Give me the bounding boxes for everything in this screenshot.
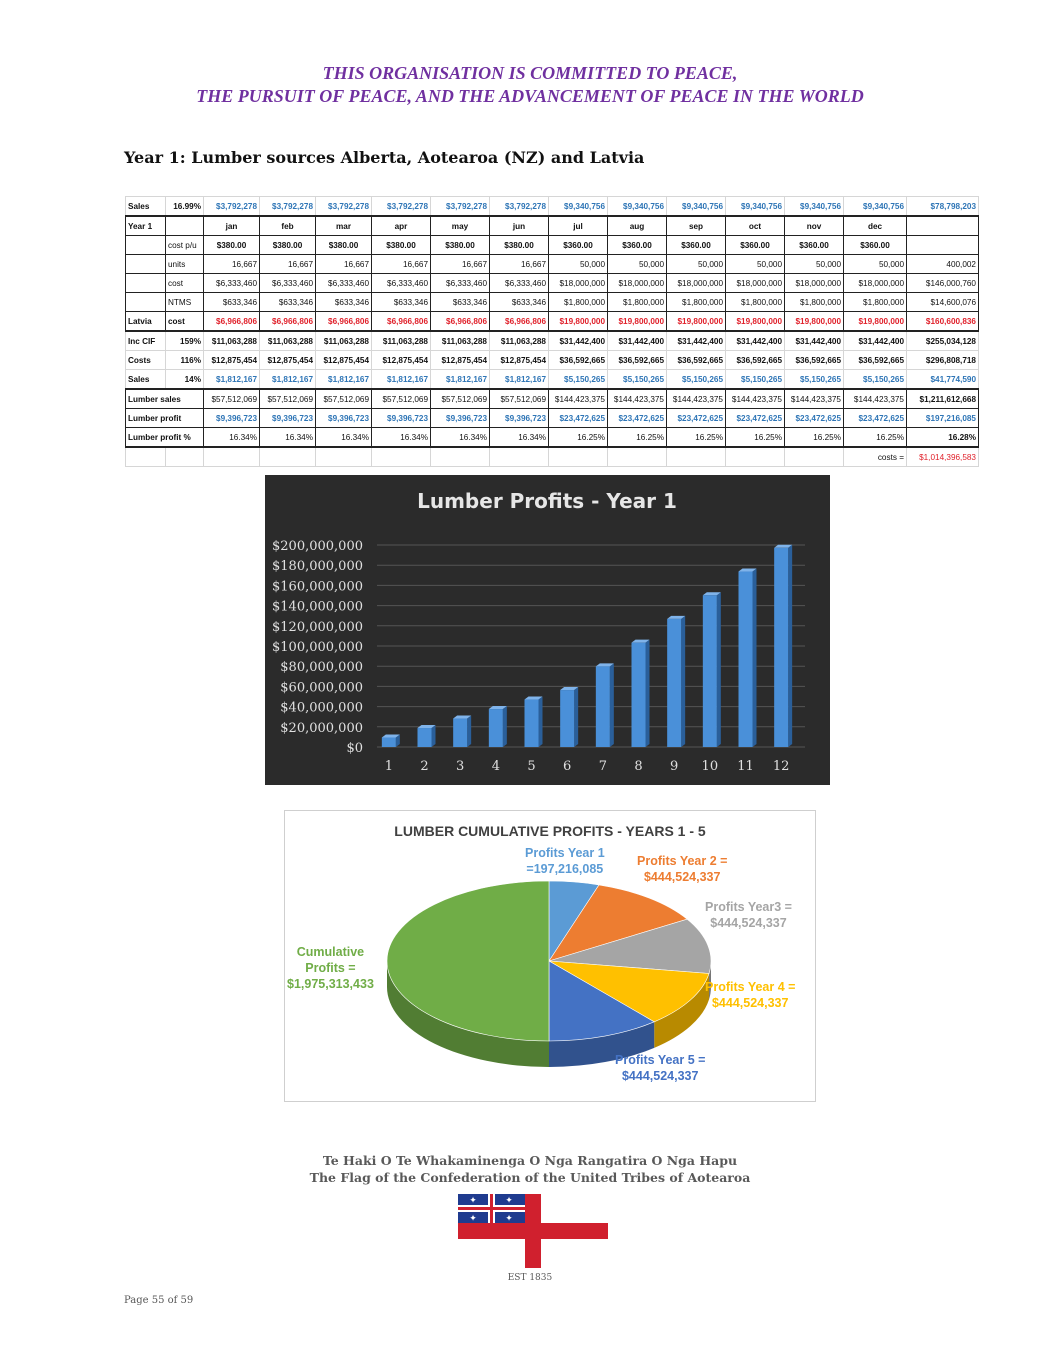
table-cell: $36,592,665 [844, 351, 907, 370]
svg-text:✦: ✦ [469, 1196, 477, 1206]
row-label: Inc CIF [126, 331, 166, 351]
table-cell: $36,592,665 [726, 351, 785, 370]
table-cell: $19,800,000 [785, 312, 844, 332]
table-cell: $6,966,806 [260, 312, 316, 332]
x-tick-label: 10 [701, 759, 719, 774]
x-tick-label: 5 [527, 759, 536, 774]
table-cell: $18,000,000 [549, 274, 608, 293]
table-cell: $144,423,375 [726, 389, 785, 409]
table-cell: 16,667 [204, 255, 260, 274]
table-cell: $6,333,460 [204, 274, 260, 293]
y-tick-label: $0 [346, 741, 363, 756]
section-title: Year 1: Lumber sources Alberta, Aotearoa (NZ) and Latvia [124, 148, 645, 167]
month-header: dec [844, 216, 907, 236]
table-cell: 16.34% [431, 428, 490, 448]
table-cell: $633,346 [372, 293, 431, 312]
x-tick-label: 6 [563, 759, 572, 774]
table-cell: $14,600,076 [907, 293, 979, 312]
table-cell: 16.25% [549, 428, 608, 448]
table-cell: $57,512,069 [204, 389, 260, 409]
table-cell: $19,800,000 [726, 312, 785, 332]
bar-month-6 [560, 687, 578, 747]
table-cell [204, 447, 260, 467]
label-year1: Profits Year 1 =197,216,085 [525, 846, 605, 876]
table-cell: $9,396,723 [372, 409, 431, 428]
table-cell: $19,800,000 [608, 312, 667, 332]
table-cell: $19,800,000 [667, 312, 726, 332]
table-cell [549, 447, 608, 467]
table-cell [907, 216, 979, 236]
united-tribes-flag-image [458, 1194, 608, 1268]
table-cell: $5,150,265 [608, 370, 667, 390]
table-cell: $6,333,460 [316, 274, 372, 293]
table-cell: $1,812,167 [316, 370, 372, 390]
table-cell: 16.25% [667, 428, 726, 448]
lumber-table [125, 196, 979, 467]
table-cell: $144,423,375 [608, 389, 667, 409]
table-cell: $11,063,288 [431, 331, 490, 351]
table-cell: $5,150,265 [785, 370, 844, 390]
row-sales-top [126, 197, 979, 217]
table-cell: $19,800,000 [844, 312, 907, 332]
table-cell: $3,792,278 [372, 197, 431, 217]
table-cell: $57,512,069 [372, 389, 431, 409]
table-cell: $633,346 [490, 293, 549, 312]
row-label: Lumber profit [126, 409, 204, 428]
table-cell: $360.00 [726, 236, 785, 255]
table-cell [126, 293, 166, 312]
table-cell: 50,000 [608, 255, 667, 274]
flag-caption-english: The Flag of the Confederation of the United Tribes of Aotearoa [309, 1170, 751, 1185]
month-header: jun [490, 216, 549, 236]
table-cell: $3,792,278 [204, 197, 260, 217]
table-cell: $255,034,128 [907, 331, 979, 351]
table-cell: $31,442,400 [785, 331, 844, 351]
table-cell: 50,000 [726, 255, 785, 274]
table-cell: $41,774,590 [907, 370, 979, 390]
table-cell: $9,340,756 [667, 197, 726, 217]
row-sales-14 [126, 370, 979, 390]
table-cell: $57,512,069 [260, 389, 316, 409]
row-label: cost [166, 274, 204, 293]
table-cell: $57,512,069 [431, 389, 490, 409]
table-cell: $1,014,396,583 [907, 447, 979, 467]
table-cell: $3,792,278 [260, 197, 316, 217]
row-pct: 159% [166, 331, 204, 351]
y-tick-label: $160,000,000 [272, 579, 363, 595]
table-cell: $1,800,000 [549, 293, 608, 312]
x-tick-label: 7 [598, 759, 607, 774]
table-cell: $23,472,625 [667, 409, 726, 428]
table-cell [126, 255, 166, 274]
table-cell: $5,150,265 [844, 370, 907, 390]
table-cell [260, 447, 316, 467]
table-cell: $23,472,625 [726, 409, 785, 428]
table-cell: 16,667 [316, 255, 372, 274]
x-tick-label: 1 [384, 759, 393, 774]
table-cell: $6,966,806 [372, 312, 431, 332]
table-cell: 16.34% [372, 428, 431, 448]
table-cell: 400,002 [907, 255, 979, 274]
table-cell: 16,667 [490, 255, 549, 274]
table-cell [726, 447, 785, 467]
table-cell: $31,442,400 [844, 331, 907, 351]
row-label: Lumber profit % [126, 428, 204, 448]
peace-banner [0, 62, 1060, 108]
table-cell: $12,875,454 [372, 351, 431, 370]
month-header: feb [260, 216, 316, 236]
row-costs [126, 351, 979, 370]
table-cell: 16.25% [726, 428, 785, 448]
y-tick-label: $180,000,000 [272, 559, 363, 575]
table-cell: $360.00 [844, 236, 907, 255]
row-label: units [166, 255, 204, 274]
table-cell: $11,063,288 [316, 331, 372, 351]
table-cell: $5,150,265 [726, 370, 785, 390]
x-tick-label: 9 [670, 759, 679, 774]
table-cell [126, 236, 166, 255]
svg-text:✦: ✦ [505, 1196, 513, 1206]
table-cell: 16.25% [608, 428, 667, 448]
pie-title: LUMBER CUMULATIVE PROFITS - YEARS 1 - 5 [394, 823, 706, 839]
x-tick-label: 4 [491, 759, 500, 774]
month-header: jul [549, 216, 608, 236]
table-cell: $144,423,375 [844, 389, 907, 409]
y-tick-label: $140,000,000 [272, 599, 363, 615]
table-cell [126, 447, 166, 467]
table-cell: 16.25% [844, 428, 907, 448]
table-cell: $144,423,375 [549, 389, 608, 409]
table-cell [166, 216, 204, 236]
label-year2: Profits Year 2 = $444,524,337 [637, 854, 728, 884]
table-cell: 50,000 [785, 255, 844, 274]
table-cell: $36,592,665 [785, 351, 844, 370]
label-cumulative: Cumulative Profits = $1,975,313,433 [287, 945, 374, 991]
row-pct: 14% [166, 370, 204, 390]
table-cell: $380.00 [316, 236, 372, 255]
table-cell: 50,000 [844, 255, 907, 274]
table-cell: $11,063,288 [372, 331, 431, 351]
table-cell: 16.34% [204, 428, 260, 448]
month-header: mar [316, 216, 372, 236]
x-tick-label: 8 [634, 759, 643, 774]
table-cell: $380.00 [260, 236, 316, 255]
row-cost-pu [126, 236, 979, 255]
table-cell: $146,000,760 [907, 274, 979, 293]
month-header: sep [667, 216, 726, 236]
table-cell: $57,512,069 [316, 389, 372, 409]
svg-text:✦: ✦ [469, 1214, 477, 1224]
table-cell: $360.00 [549, 236, 608, 255]
bar-month-5 [525, 697, 543, 747]
table-cell: $6,966,806 [490, 312, 549, 332]
row-label: Sales [126, 370, 166, 390]
row-label: NTMS [166, 293, 204, 312]
table-cell: $18,000,000 [785, 274, 844, 293]
table-cell: $11,063,288 [260, 331, 316, 351]
table-cell: $1,812,167 [490, 370, 549, 390]
table-cell [667, 447, 726, 467]
bar-month-2 [418, 725, 436, 747]
table-cell: $633,346 [204, 293, 260, 312]
label-year3: Profits Year3 = $444,524,337 [705, 900, 792, 930]
month-header: nov [785, 216, 844, 236]
table-cell: $633,346 [431, 293, 490, 312]
table-cell: $6,966,806 [431, 312, 490, 332]
table-cell: $12,875,454 [204, 351, 260, 370]
label-year5: Profits Year 5 = $444,524,337 [615, 1053, 706, 1083]
table-cell: 16.25% [785, 428, 844, 448]
row-label: Lumber sales [126, 389, 204, 409]
table-cell: $9,396,723 [490, 409, 549, 428]
table-cell: 16,667 [260, 255, 316, 274]
table-cell: $1,812,167 [204, 370, 260, 390]
bar-month-7 [596, 663, 614, 747]
table-cell: $5,150,265 [667, 370, 726, 390]
row-label: Sales [126, 197, 166, 217]
table-cell: $31,442,400 [549, 331, 608, 351]
table-cell: $9,340,756 [549, 197, 608, 217]
table-cell: $5,150,265 [549, 370, 608, 390]
table-cell: $9,396,723 [260, 409, 316, 428]
table-cell: $12,875,454 [431, 351, 490, 370]
table-cell: $23,472,625 [785, 409, 844, 428]
table-cell: $9,340,756 [608, 197, 667, 217]
table-cell: $360.00 [785, 236, 844, 255]
y-tick-label: $100,000,000 [272, 640, 363, 655]
table-cell: $6,966,806 [204, 312, 260, 332]
table-cell: $36,592,665 [667, 351, 726, 370]
month-header: apr [372, 216, 431, 236]
table-cell: $78,798,203 [907, 197, 979, 217]
table-cell [490, 447, 549, 467]
y-tick-label: $60,000,000 [280, 680, 363, 696]
table-cell: $3,792,278 [490, 197, 549, 217]
row-pct: 16.99% [166, 197, 204, 217]
flag-caption [0, 1152, 1060, 1186]
bar-month-4 [489, 706, 507, 747]
table-cell: $31,442,400 [726, 331, 785, 351]
row-sublabel: cost [166, 312, 204, 332]
table-cell: 16,667 [372, 255, 431, 274]
table-cell: $144,423,375 [667, 389, 726, 409]
svg-text:✦: ✦ [505, 1214, 513, 1224]
table-cell: $6,333,460 [431, 274, 490, 293]
table-cell [608, 447, 667, 467]
table-cell: $6,333,460 [372, 274, 431, 293]
table-cell: $9,396,723 [204, 409, 260, 428]
bar-month-3 [453, 716, 471, 747]
table-cell: $1,812,167 [431, 370, 490, 390]
table-cell: 16,667 [431, 255, 490, 274]
table-cell: $633,346 [316, 293, 372, 312]
table-cell: $6,333,460 [490, 274, 549, 293]
row-pct: 116% [166, 351, 204, 370]
table-cell: $360.00 [667, 236, 726, 255]
bar-month-12 [774, 545, 792, 747]
table-cell [907, 236, 979, 255]
table-cell: 16.34% [260, 428, 316, 448]
table-cell: $197,216,085 [907, 409, 979, 428]
cumulative-profits-pie [284, 810, 816, 1102]
label-year4: Profits Year 4 = $444,524,337 [705, 980, 796, 1010]
y-tick-label: $120,000,000 [272, 619, 363, 635]
month-header: jan [204, 216, 260, 236]
x-tick-label: 12 [772, 759, 790, 774]
row-label: Costs [126, 351, 166, 370]
row-label: Latvia [126, 312, 166, 332]
table-cell: $380.00 [431, 236, 490, 255]
table-cell: $160,600,836 [907, 312, 979, 332]
month-header: aug [608, 216, 667, 236]
row-year1 [126, 216, 979, 236]
table-cell: 16.34% [316, 428, 372, 448]
bar-month-9 [667, 616, 685, 747]
bar-month-11 [739, 569, 757, 747]
banner-line-2: THE PURSUIT OF PEACE, AND THE ADVANCEMENT OF PEACE IN THE WORLD [196, 86, 864, 106]
x-tick-label: 3 [456, 759, 465, 774]
x-tick-label: 2 [420, 759, 429, 774]
table-cell: $6,333,460 [260, 274, 316, 293]
y-tick-label: $40,000,000 [280, 700, 363, 716]
table-cell: $23,472,625 [608, 409, 667, 428]
table-cell: $31,442,400 [608, 331, 667, 351]
table-cell: $31,442,400 [667, 331, 726, 351]
y-tick-label: $20,000,000 [280, 720, 363, 736]
lumber-profits-year1-chart [265, 475, 830, 785]
table-cell: $9,340,756 [844, 197, 907, 217]
table-cell [126, 274, 166, 293]
table-cell: $1,800,000 [844, 293, 907, 312]
row-costs-total [126, 447, 979, 467]
row-latvia-cost [126, 312, 979, 332]
table-cell: $18,000,000 [726, 274, 785, 293]
table-cell: $11,063,288 [490, 331, 549, 351]
row-inc-cif [126, 331, 979, 351]
table-cell: 16.28% [907, 428, 979, 448]
table-cell: $12,875,454 [316, 351, 372, 370]
table-cell: $23,472,625 [844, 409, 907, 428]
row-lumber-profit-pct [126, 428, 979, 448]
table-cell: $19,800,000 [549, 312, 608, 332]
table-cell [785, 447, 844, 467]
row-lumber-sales [126, 389, 979, 409]
row-ntms [126, 293, 979, 312]
table-cell: $18,000,000 [844, 274, 907, 293]
table-cell: $36,592,665 [549, 351, 608, 370]
table-cell: $9,340,756 [726, 197, 785, 217]
table-cell: $57,512,069 [490, 389, 549, 409]
table-cell: $296,808,718 [907, 351, 979, 370]
table-cell [166, 447, 204, 467]
table-cell: 16.34% [490, 428, 549, 448]
table-cell [431, 447, 490, 467]
table-cell: $1,812,167 [372, 370, 431, 390]
table-cell: $633,346 [260, 293, 316, 312]
table-cell: 50,000 [667, 255, 726, 274]
table-cell: $6,966,806 [316, 312, 372, 332]
table-cell [372, 447, 431, 467]
row-label: cost p/u [166, 236, 204, 255]
table-cell [316, 447, 372, 467]
pie-slices [387, 881, 711, 1041]
est-year: EST 1835 [507, 1273, 553, 1283]
table-cell: $1,800,000 [608, 293, 667, 312]
y-tick-label: $80,000,000 [280, 660, 363, 676]
row-units [126, 255, 979, 274]
table-cell: $1,211,612,668 [907, 389, 979, 409]
month-header: may [431, 216, 490, 236]
chart-title: Lumber Profits - Year 1 [417, 489, 677, 513]
table-cell: $11,063,288 [204, 331, 260, 351]
table-cell: $380.00 [204, 236, 260, 255]
page-number: Page 55 of 59 [124, 1295, 194, 1306]
table-cell: $12,875,454 [490, 351, 549, 370]
table-cell: $360.00 [608, 236, 667, 255]
table-cell: $1,800,000 [667, 293, 726, 312]
x-tick-label: 11 [737, 759, 754, 774]
table-cell: $12,875,454 [260, 351, 316, 370]
table-cell: $18,000,000 [667, 274, 726, 293]
table-cell: $23,472,625 [549, 409, 608, 428]
month-header: oct [726, 216, 785, 236]
table-cell: $144,423,375 [785, 389, 844, 409]
row-label: Year 1 [126, 216, 166, 236]
table-cell: $1,800,000 [785, 293, 844, 312]
table-cell: $3,792,278 [316, 197, 372, 217]
table-cell: $1,812,167 [260, 370, 316, 390]
table-cell: $9,340,756 [785, 197, 844, 217]
banner-line-1: THIS ORGANISATION IS COMMITTED TO PEACE, [322, 63, 738, 83]
table-cell: $1,800,000 [726, 293, 785, 312]
row-cost [126, 274, 979, 293]
bar-month-1 [382, 735, 400, 747]
table-cell: $9,396,723 [316, 409, 372, 428]
bar-month-10 [703, 592, 721, 747]
table-cell: $380.00 [372, 236, 431, 255]
table-cell: $3,792,278 [431, 197, 490, 217]
bar-month-8 [632, 640, 650, 747]
table-cell: $36,592,665 [608, 351, 667, 370]
row-lumber-profit [126, 409, 979, 428]
y-tick-label: $200,000,000 [272, 539, 363, 554]
row-label: costs = [844, 447, 907, 467]
table-cell: $18,000,000 [608, 274, 667, 293]
table-cell: 50,000 [549, 255, 608, 274]
table-cell: $380.00 [490, 236, 549, 255]
flag-caption-maori: Te Haki O Te Whakaminenga O Nga Rangatira O Nga Hapu [322, 1153, 738, 1168]
table-cell: $9,396,723 [431, 409, 490, 428]
